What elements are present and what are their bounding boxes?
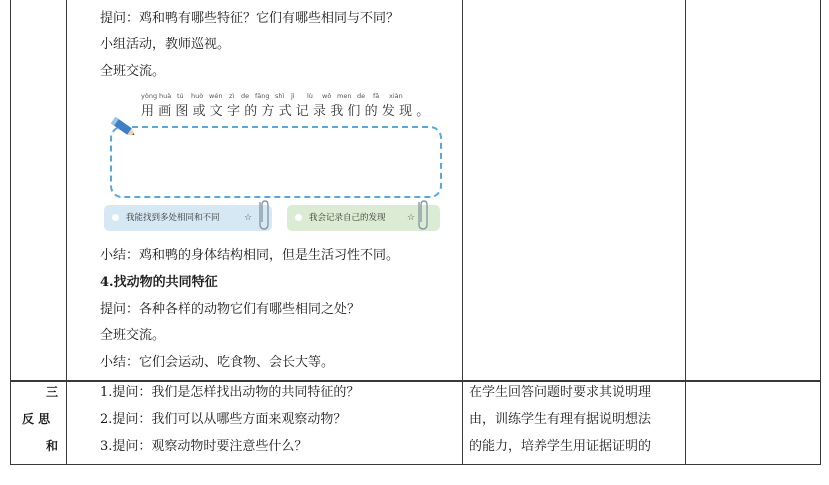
table-col3-divider [685, 0, 686, 465]
pencil-icon [108, 114, 138, 140]
pinyin-syllable: fā [373, 92, 380, 100]
pinyin-syllable: men [337, 92, 352, 100]
table-row-divider [10, 380, 821, 382]
table-bottom-border [10, 464, 821, 465]
pinyin-syllable: wén [209, 92, 223, 100]
pinyin-syllable: zì [229, 92, 235, 100]
pinyin-syllable: fāng [255, 92, 270, 100]
pinyin-syllable: wǒ [322, 92, 332, 100]
paperclip-icon [414, 198, 432, 232]
summary-line: 小结：它们会运动、吃食物、会长大等。 [100, 355, 335, 370]
question-line: 提问：鸡和鸭有哪些特征？它们有哪些相同与不同？ [100, 11, 400, 26]
pinyin-syllable: huò [191, 92, 204, 100]
paperclip-icon [255, 198, 273, 232]
table-col2-divider [462, 0, 463, 465]
pinyin-syllable: de [357, 92, 366, 100]
stage-label: 和 [46, 439, 59, 453]
bullet-dot [112, 214, 119, 221]
pinyin-syllable: de [241, 92, 250, 100]
class-discussion-line: 全班交流。 [100, 64, 166, 79]
table-right-border [820, 0, 821, 465]
criteria-label: 我会记录自己的发现 [309, 213, 386, 223]
star-icon: ☆ [244, 213, 253, 223]
class-discussion-line: 全班交流。 [100, 328, 166, 343]
table-col1-divider [66, 0, 67, 465]
reflection-question: 2.提问：我们可以从哪些方面来观察动物？ [100, 412, 347, 427]
question-line: 提问：各种各样的动物它们有哪些相同之处？ [100, 302, 361, 317]
bullet-dot [295, 214, 302, 221]
reflection-question: 3.提问：观察动物时要注意些什么？ [100, 439, 308, 454]
criteria-pill-compare [104, 205, 272, 231]
pinyin-syllable: lù [307, 92, 313, 100]
design-intent-line: 由，训练学生有理有据说明想法 [469, 412, 652, 427]
stage-label: 三 [46, 385, 59, 399]
design-intent-line: 在学生回答问题时要求其说明理 [469, 385, 652, 400]
star-icon: ☆ [407, 213, 416, 223]
group-activity-line: 小组活动，教师巡视。 [100, 37, 231, 52]
record-prompt: 用画图或文字的方式记录我们的发现。 [141, 104, 434, 119]
reflection-question: 1.提问：我们是怎样找出动物的共同特征的？ [100, 385, 360, 400]
pinyin-syllable: xiàn [389, 92, 403, 100]
pinyin-syllable: shì [275, 92, 285, 100]
pinyin-syllable: tú [177, 92, 184, 100]
summary-line: 小结：鸡和鸭的身体结构相同，但是生活习性不同。 [100, 248, 400, 263]
pinyin-syllable: yòng [141, 92, 158, 100]
pinyin-syllable: jì [291, 92, 295, 100]
design-intent-line: 的能力，培养学生用证据证明的 [469, 439, 652, 454]
section-heading: 4.找动物的共同特征 [100, 275, 218, 290]
pinyin-syllable: huà [159, 92, 172, 100]
criteria-label: 我能找到多处相同和不同 [126, 213, 220, 223]
drawing-area [110, 126, 442, 198]
stage-label: 反 思 [22, 412, 51, 426]
table-left-border [10, 0, 11, 465]
